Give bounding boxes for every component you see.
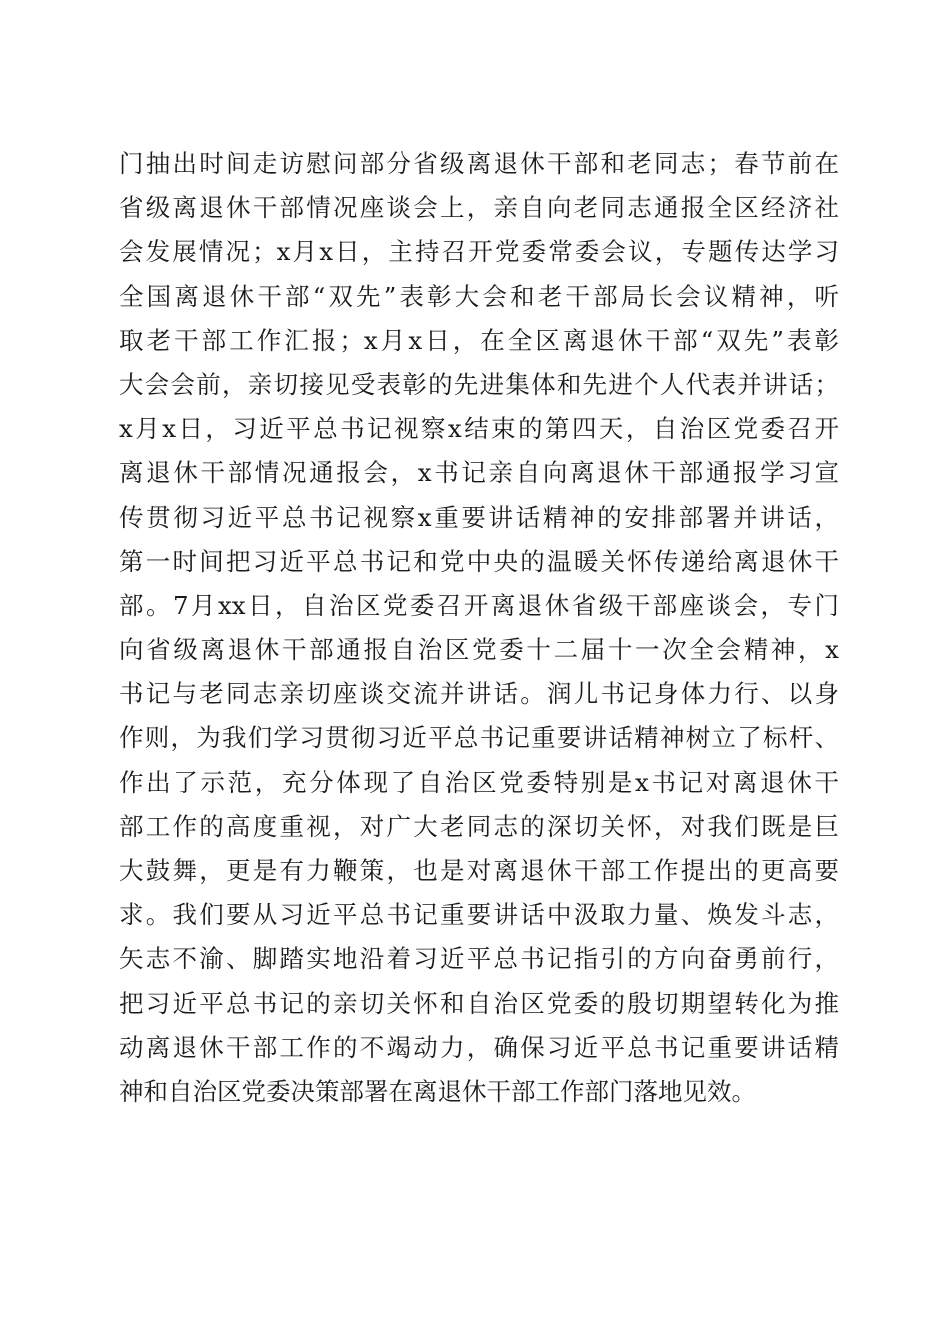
text-line: 书记与老同志亲切座谈交流并讲话。润儿书记身体力行、以身: [119, 679, 839, 709]
text-line: 门抽出时间走访慰问部分省级离退休干部和老同志；春节前在: [119, 149, 839, 178]
text-line: 动离退休干部工作的不竭动力，确保习近平总书记重要讲话精: [119, 1032, 839, 1062]
text-line: 离退休干部情况通报会，x书记亲自向离退休干部通报学习宣: [119, 458, 839, 488]
text-line: 神和自治区党委决策部署在离退休干部工作部门落地见效。: [119, 1076, 756, 1106]
text-line: 大鼓舞，更是有力鞭策，也是对离退休干部工作提出的更高要: [119, 856, 839, 885]
text-line: 传贯彻习近平总书记视察x重要讲话精神的安排部署并讲话，: [119, 502, 839, 532]
text-line: 向省级离退休干部通报自治区党委十二届十一次全会精神，x: [119, 635, 839, 665]
text-line: 大会会前，亲切接见受表彰的先进集体和先进个人代表并讲话；: [119, 369, 839, 399]
text-line: 作则，为我们学习贯彻习近平总书记重要讲话精神树立了标杆、: [119, 723, 839, 753]
text-line: 会发展情况；x月x日，主持召开党委常委会议，专题传达学习: [119, 237, 839, 267]
text-line: 部。7月xx日，自治区党委召开离退休省级干部座谈会，专门: [119, 590, 839, 620]
text-line: 把习近平总书记的亲切关怀和自治区党委的殷切期望转化为推: [119, 988, 839, 1018]
text-line: 省级离退休干部情况座谈会上，亲自向老同志通报全区经济社: [119, 193, 839, 223]
text-line: 求。我们要从习近平总书记重要讲话中汲取力量、焕发斗志，: [119, 900, 839, 930]
text-line: 作出了示范，充分体现了自治区党委特别是x书记对离退休干: [119, 767, 839, 797]
text-line: 矢志不渝、脚踏实地沿着习近平总书记指引的方向奋勇前行，: [119, 944, 839, 974]
text-line: 部工作的高度重视，对广大老同志的深切关怀，对我们既是巨: [119, 811, 839, 841]
text-line: 取老干部工作汇报；x月x日，在全区离退休干部“双先”表彰: [119, 325, 839, 355]
body-paragraph: [119, 142, 839, 1114]
text-line: 全国离退休干部“双先”表彰大会和老干部局长会议精神，听: [119, 281, 839, 311]
text-line: x月x日，习近平总书记视察x结束的第四天，自治区党委召开: [119, 414, 839, 444]
text-line: 第一时间把习近平总书记和党中央的温暖关怀传递给离退休干: [119, 546, 839, 576]
